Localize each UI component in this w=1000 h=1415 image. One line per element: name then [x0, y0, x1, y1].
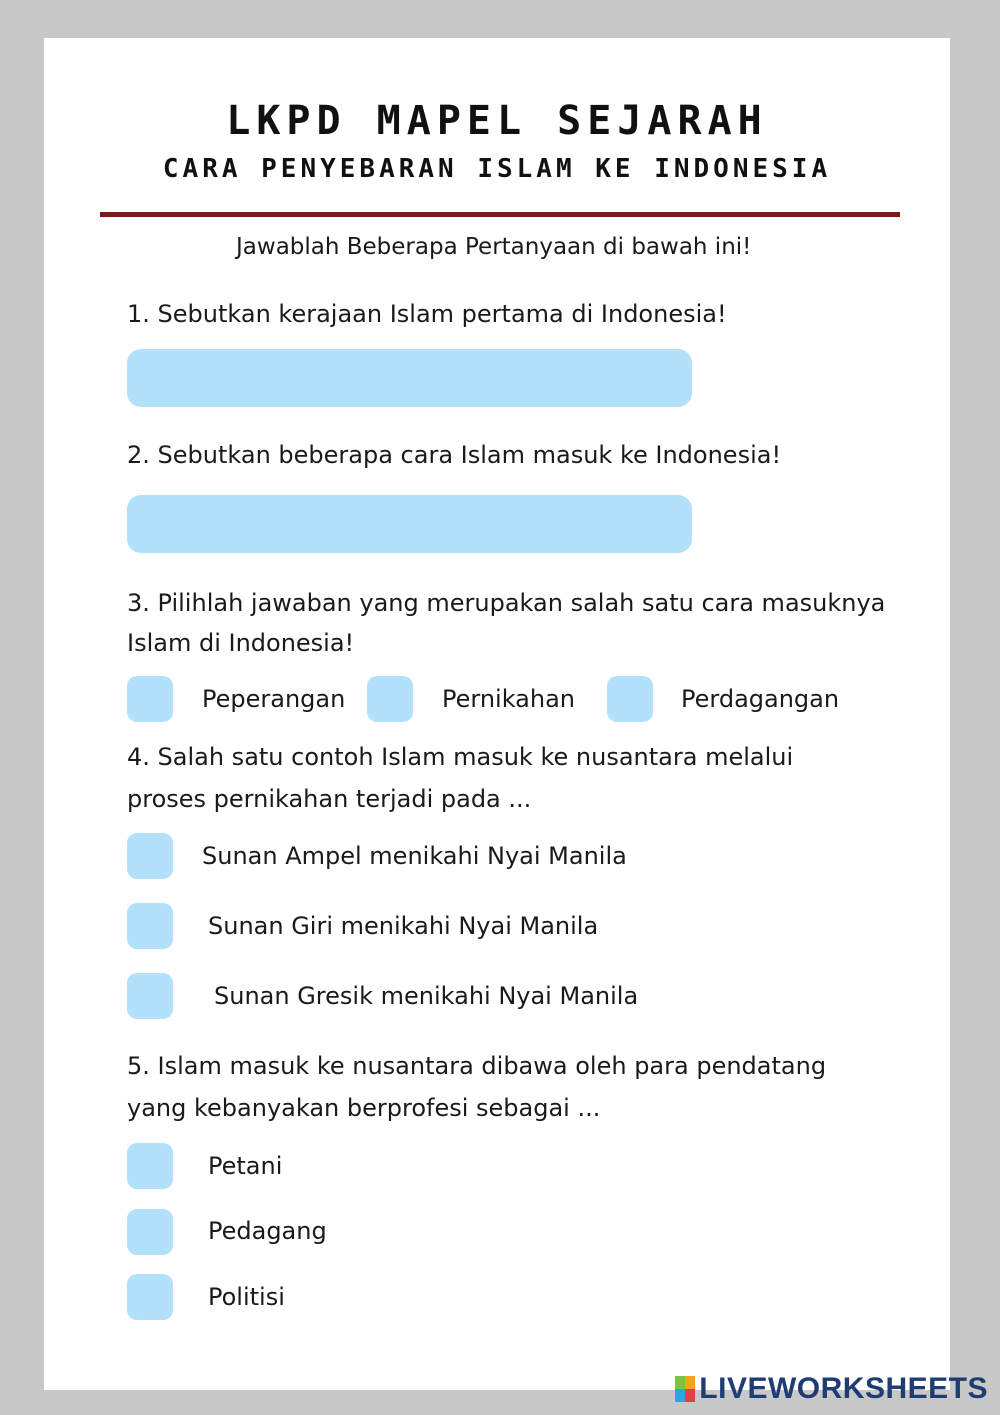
- question-5-option-1-label: Petani: [208, 1152, 283, 1180]
- question-5-option-2-label: Pedagang: [208, 1217, 327, 1245]
- question-4-option-3-checkbox[interactable]: [127, 973, 173, 1019]
- question-2-answer-field[interactable]: [127, 495, 692, 553]
- question-3-option-3-label: Perdagangan: [681, 685, 840, 713]
- worksheet-page: [44, 38, 950, 1390]
- question-3-option-2-checkbox[interactable]: [367, 676, 413, 722]
- question-5-option-3-label: Politisi: [208, 1283, 285, 1311]
- question-4-option-3-label: Sunan Gresik menikahi Nyai Manila: [214, 982, 639, 1010]
- question-4-option-1-checkbox[interactable]: [127, 833, 173, 879]
- liveworksheets-logo-icon: [675, 1376, 695, 1402]
- question-3-option-3-checkbox[interactable]: [607, 676, 653, 722]
- question-4-option-2-checkbox[interactable]: [127, 903, 173, 949]
- question-1-answer-field[interactable]: [127, 349, 692, 407]
- question-1-text: 1. Sebutkan kerajaan Islam pertama di Indonesia!: [127, 300, 727, 328]
- question-3-text-line2: Islam di Indonesia!: [127, 629, 355, 657]
- question-5-option-3-checkbox[interactable]: [127, 1274, 173, 1320]
- question-5-option-2-checkbox[interactable]: [127, 1209, 173, 1255]
- question-3-option-1-label: Peperangan: [202, 685, 346, 713]
- question-3-option-2-label: Pernikahan: [442, 685, 576, 713]
- question-5-text-line2: yang kebanyakan berprofesi sebagai ...: [127, 1094, 601, 1122]
- question-3-option-1-checkbox[interactable]: [127, 676, 173, 722]
- question-5-option-1-checkbox[interactable]: [127, 1143, 173, 1189]
- question-4-text-line2: proses pernikahan terjadi pada ...: [127, 785, 532, 813]
- worksheet-subtitle: CARA PENYEBARAN ISLAM KE INDONESIA: [162, 154, 832, 184]
- liveworksheets-brand[interactable]: [675, 1372, 988, 1406]
- worksheet-title: LKPD MAPEL SEJARAH: [226, 98, 768, 144]
- question-3-text-line1: 3. Pilihlah jawaban yang merupakan salah satu cara masuknya: [127, 589, 886, 617]
- question-4-option-1-label: Sunan Ampel menikahi Nyai Manila: [202, 842, 627, 870]
- title-divider: [100, 212, 900, 217]
- question-5-text-line1: 5. Islam masuk ke nusantara dibawa oleh para pendatang: [127, 1052, 827, 1080]
- question-4-text-line1: 4. Salah satu contoh Islam masuk ke nusantara melalui: [127, 743, 794, 771]
- instruction-text: Jawablah Beberapa Pertanyaan di bawah ini!: [236, 234, 752, 260]
- brand-name: LIVEWORKSHEETS: [699, 1372, 988, 1405]
- question-4-option-2-label: Sunan Giri menikahi Nyai Manila: [208, 912, 599, 940]
- question-2-text: 2. Sebutkan beberapa cara Islam masuk ke Indonesia!: [127, 441, 782, 469]
